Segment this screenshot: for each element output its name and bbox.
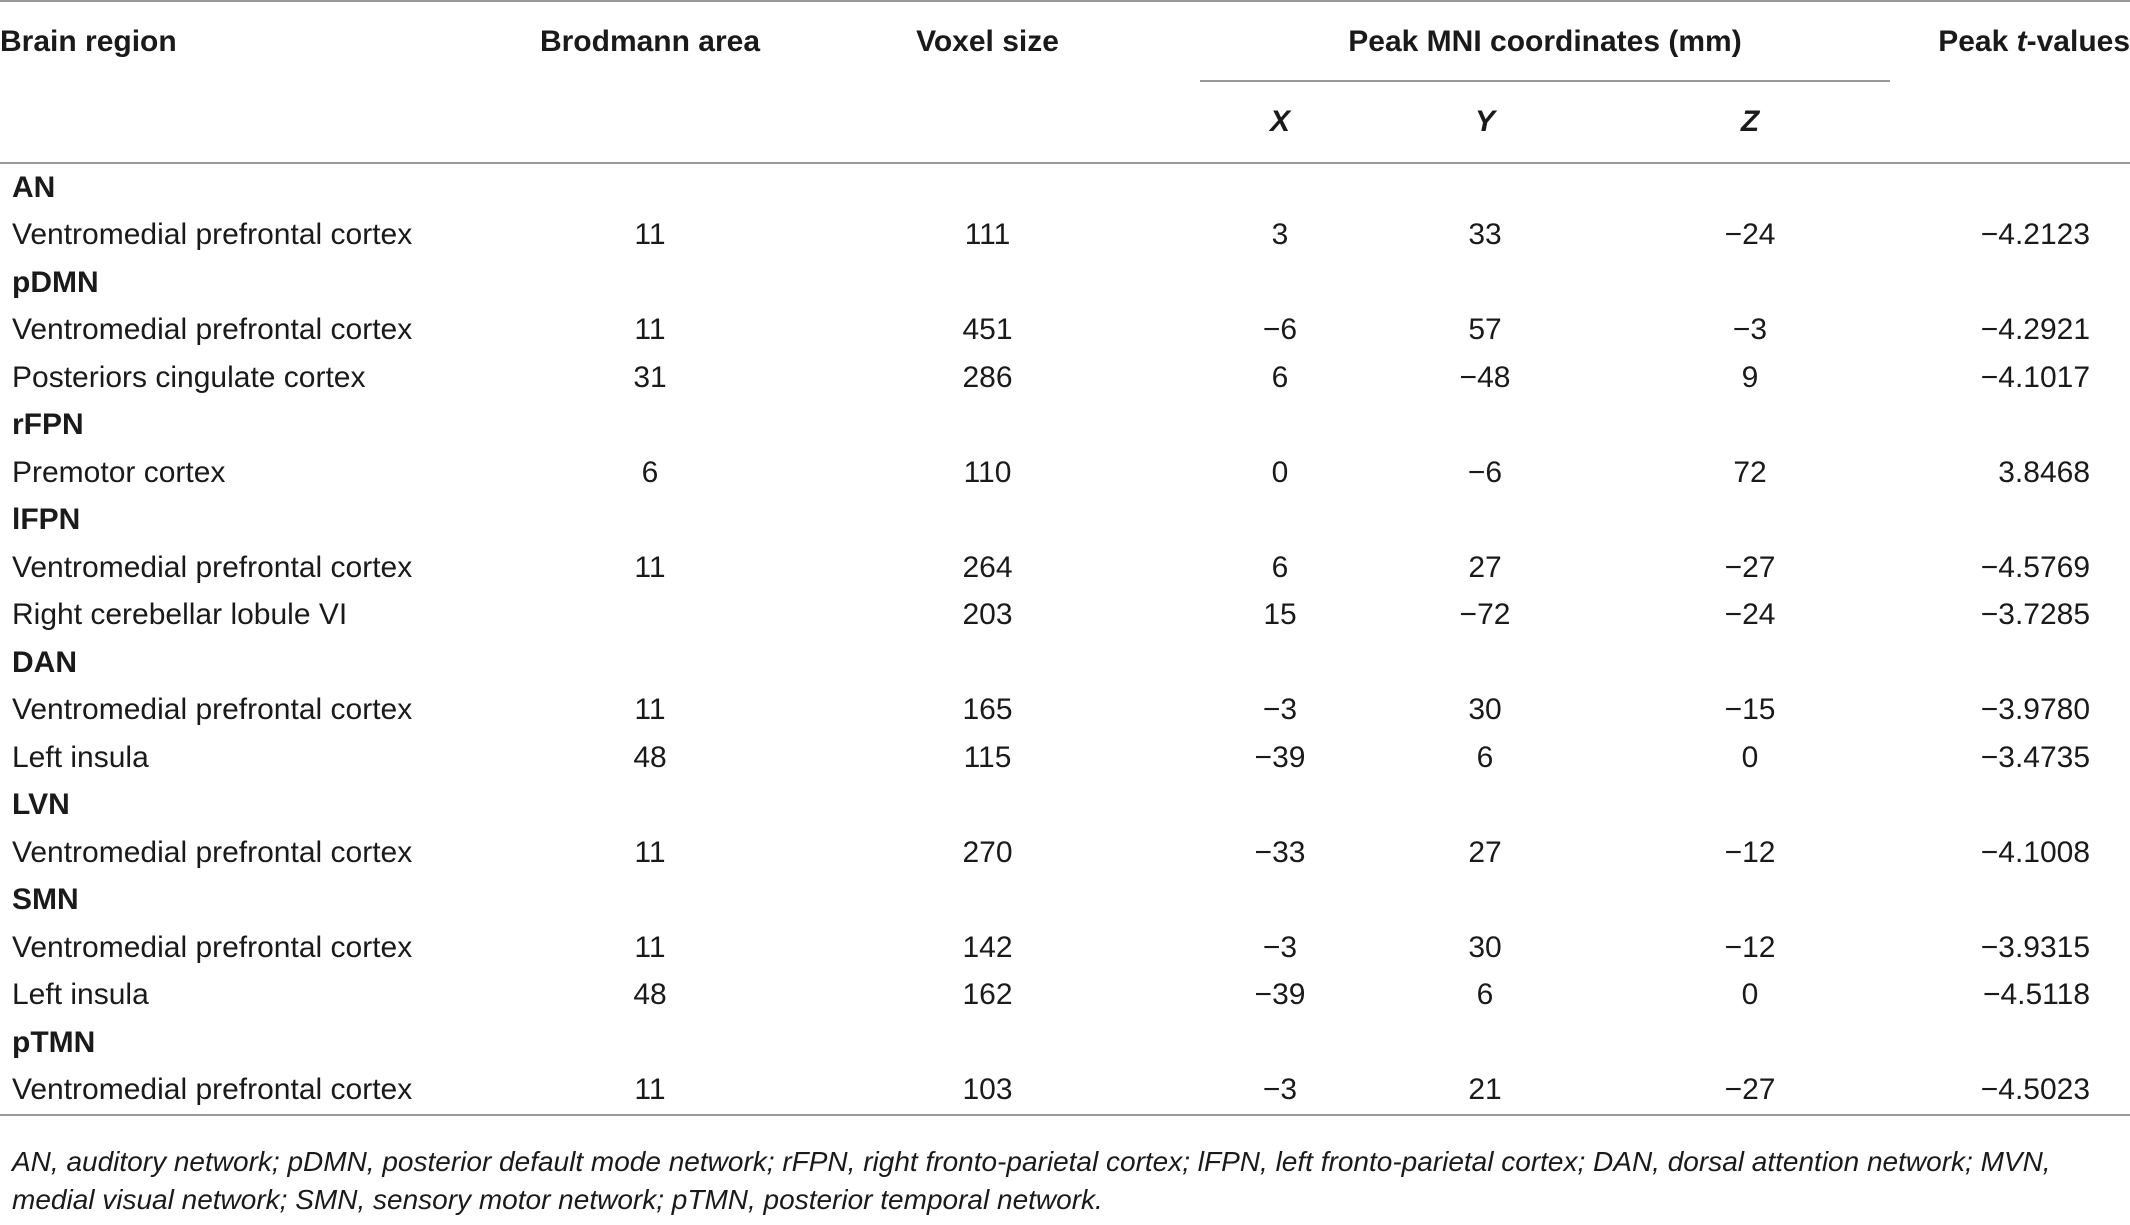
cell-mni-y: 6 xyxy=(1476,740,1494,774)
cell-brain-region: Ventromedial prefrontal cortex xyxy=(12,313,413,347)
cell-mni-z: −15 xyxy=(1724,693,1776,727)
cell-brain-region: Premotor cortex xyxy=(12,455,226,489)
header-spacer xyxy=(1915,82,2130,163)
mni-divider xyxy=(1200,80,1890,82)
network-label: rFPN xyxy=(12,408,84,442)
cell-brodmann-area: 11 xyxy=(634,218,666,252)
table-row xyxy=(0,544,2130,592)
header-peak-t-prefix: Peak xyxy=(1938,25,2017,58)
cell-brodmann-area: 11 xyxy=(634,550,666,584)
table-header xyxy=(0,1,2130,163)
table-row xyxy=(0,924,2130,972)
header-voxel-size: Voxel size xyxy=(800,1,1175,82)
cell-voxel-size: 111 xyxy=(964,218,1011,252)
network-label: DAN xyxy=(12,645,77,679)
cell-brodmann-area: 11 xyxy=(634,930,666,964)
header-spacer xyxy=(800,82,1175,163)
cell-peak-t: −3.9315 xyxy=(1980,930,2091,964)
table-row xyxy=(0,307,2130,355)
cell-voxel-size: 103 xyxy=(800,1067,1175,1116)
table-row xyxy=(0,734,2130,782)
cell-brodmann-area: 11 xyxy=(634,693,666,727)
cell-voxel-size: 286 xyxy=(962,360,1013,394)
cell-peak-t: −3.9780 xyxy=(1980,693,2091,727)
cell-brain-region: Left insula xyxy=(12,978,149,1012)
cell-mni-y: 30 xyxy=(1468,930,1502,964)
header-peak-mni-label: Peak MNI coordinates (mm) xyxy=(1348,25,1742,58)
group-row xyxy=(0,259,2130,307)
cell-mni-y: 27 xyxy=(1468,835,1502,869)
cell-mni-x: 6 xyxy=(1271,360,1289,394)
table-row xyxy=(0,687,2130,735)
cell-peak-t: −4.5769 xyxy=(1980,550,2091,584)
table-row xyxy=(0,354,2130,402)
table-row xyxy=(0,829,2130,877)
cell-mni-x: −33 xyxy=(1254,835,1306,869)
cell-voxel-size: 115 xyxy=(963,740,1012,774)
cell-voxel-size: 451 xyxy=(962,313,1013,347)
cell-mni-x: 3 xyxy=(1271,218,1289,252)
cell-mni-z: 0 xyxy=(1741,740,1759,774)
header-peak-t-italic: t xyxy=(2016,25,2027,58)
cell-mni-x: 15 xyxy=(1263,598,1297,632)
cell-mni-x: −3 xyxy=(1175,1067,1385,1116)
cell-peak-t: −4.1017 xyxy=(1980,360,2091,394)
cell-brain-region: Ventromedial prefrontal cortex xyxy=(12,693,413,727)
cell-peak-t: −3.7285 xyxy=(1980,598,2091,632)
table-row xyxy=(0,592,2130,640)
network-label: LVN xyxy=(12,788,70,822)
header-x: X xyxy=(1175,82,1385,163)
header-brain-region: Brain region xyxy=(0,1,500,82)
header-peak-t-suffix: -values xyxy=(2026,25,2130,58)
cell-brodmann-area: 11 xyxy=(634,313,666,347)
group-row xyxy=(0,163,2130,212)
cell-mni-z: −24 xyxy=(1724,598,1776,632)
cell-voxel-size: 203 xyxy=(962,598,1013,632)
table-row xyxy=(0,212,2130,260)
cell-mni-z: −27 xyxy=(1724,550,1776,584)
cell-mni-y: 27 xyxy=(1468,550,1502,584)
cell-mni-x: −3 xyxy=(1262,930,1298,964)
cell-mni-x: −6 xyxy=(1262,313,1298,347)
table-row xyxy=(0,972,2130,1020)
cell-brodmann-area: 31 xyxy=(633,360,667,394)
cell-brain-region: Right cerebellar lobule VI xyxy=(12,598,348,632)
cell-peak-t: −4.5118 xyxy=(1982,978,2091,1012)
network-label: lFPN xyxy=(12,503,81,537)
cell-mni-x: −3 xyxy=(1262,693,1298,727)
table-footnote: AN, auditory network; pDMN, posterior default mode network; rFPN, right fronto-parietal cortex; lFPN, left fronto-parietal cortex; DAN, dorsal attention network; MVN, medial visual network; SMN, sensory motor network; pTMN, posterior temporal network. xyxy=(12,1146,2051,1215)
cell-brodmann-area: 48 xyxy=(633,978,667,1012)
cell-brain-region: Ventromedial prefrontal cortex xyxy=(12,835,413,869)
cell-mni-y: −72 xyxy=(1459,598,1511,632)
cell-brain-region: Ventromedial prefrontal cortex xyxy=(12,218,413,252)
cell-brodmann-area: 11 xyxy=(634,835,666,869)
table-body xyxy=(0,163,2130,1115)
group-row xyxy=(0,402,2130,450)
cell-mni-z: 72 xyxy=(1733,455,1767,489)
cell-mni-z: −3 xyxy=(1732,313,1768,347)
cell-voxel-size: 110 xyxy=(963,455,1012,489)
network-label: AN xyxy=(12,170,56,204)
cell-mni-y: 6 xyxy=(1476,978,1494,1012)
network-label: SMN xyxy=(12,883,79,917)
header-peak-mni xyxy=(1175,1,1915,82)
cell-mni-x: 6 xyxy=(1271,550,1289,584)
cell-mni-y: 33 xyxy=(1468,218,1502,252)
header-spacer xyxy=(500,82,800,163)
cell-mni-z: −27 xyxy=(1585,1067,1915,1116)
cell-mni-z: −24 xyxy=(1724,218,1776,252)
group-row xyxy=(0,877,2130,925)
cell-mni-y: 30 xyxy=(1468,693,1502,727)
group-row xyxy=(0,1019,2130,1067)
cell-mni-x: 0 xyxy=(1271,455,1289,489)
cell-voxel-size: 270 xyxy=(962,835,1013,869)
cell-voxel-size: 162 xyxy=(962,978,1013,1012)
cell-peak-t: 3.8468 xyxy=(1998,455,2091,489)
network-label: pTMN xyxy=(12,1025,96,1059)
cell-mni-y: 21 xyxy=(1385,1067,1585,1116)
table-row xyxy=(0,449,2130,497)
cell-mni-x: −39 xyxy=(1254,978,1306,1012)
cell-mni-y: 57 xyxy=(1468,313,1502,347)
cell-peak-t: −4.1008 xyxy=(1980,835,2091,869)
cell-mni-y: −6 xyxy=(1467,455,1503,489)
cell-brain-region: Left insula xyxy=(12,740,149,774)
cell-brain-region: Ventromedial prefrontal cortex xyxy=(12,550,413,584)
cell-peak-t: −4.2921 xyxy=(1980,313,2091,347)
cell-mni-z: −12 xyxy=(1724,835,1776,869)
header-y: Y xyxy=(1385,82,1585,163)
cell-mni-y: −48 xyxy=(1459,360,1511,394)
network-label: pDMN xyxy=(12,265,99,299)
cell-brain-region: Ventromedial prefrontal cortex xyxy=(12,930,413,964)
group-row xyxy=(0,782,2130,830)
header-peak-t xyxy=(1915,1,2130,82)
group-row xyxy=(0,639,2130,687)
cell-brain-region: Posteriors cingulate cortex xyxy=(12,360,366,394)
header-spacer xyxy=(0,82,500,163)
cell-mni-x: −39 xyxy=(1254,740,1306,774)
cell-brodmann-area: 48 xyxy=(633,740,667,774)
group-row xyxy=(0,497,2130,545)
cell-mni-z: 0 xyxy=(1741,978,1759,1012)
cell-peak-t: −4.2123 xyxy=(1980,218,2091,252)
cell-voxel-size: 165 xyxy=(962,693,1013,727)
cell-peak-t: −4.5023 xyxy=(1915,1067,2130,1116)
table-row xyxy=(0,1067,2130,1116)
cell-mni-z: −12 xyxy=(1724,930,1776,964)
cell-voxel-size: 142 xyxy=(962,930,1013,964)
cell-brodmann-area: 6 xyxy=(641,455,659,489)
cell-brodmann-area xyxy=(500,592,800,640)
cell-brain-region: Ventromedial prefrontal cortex xyxy=(0,1067,500,1116)
cell-brodmann-area: 11 xyxy=(500,1067,800,1116)
cell-voxel-size: 264 xyxy=(962,550,1013,584)
header-brodmann-area: Brodmann area xyxy=(500,1,800,82)
cell-peak-t: −3.4735 xyxy=(1980,740,2091,774)
cell-mni-z: 9 xyxy=(1741,360,1759,394)
header-z: Z xyxy=(1585,82,1915,163)
